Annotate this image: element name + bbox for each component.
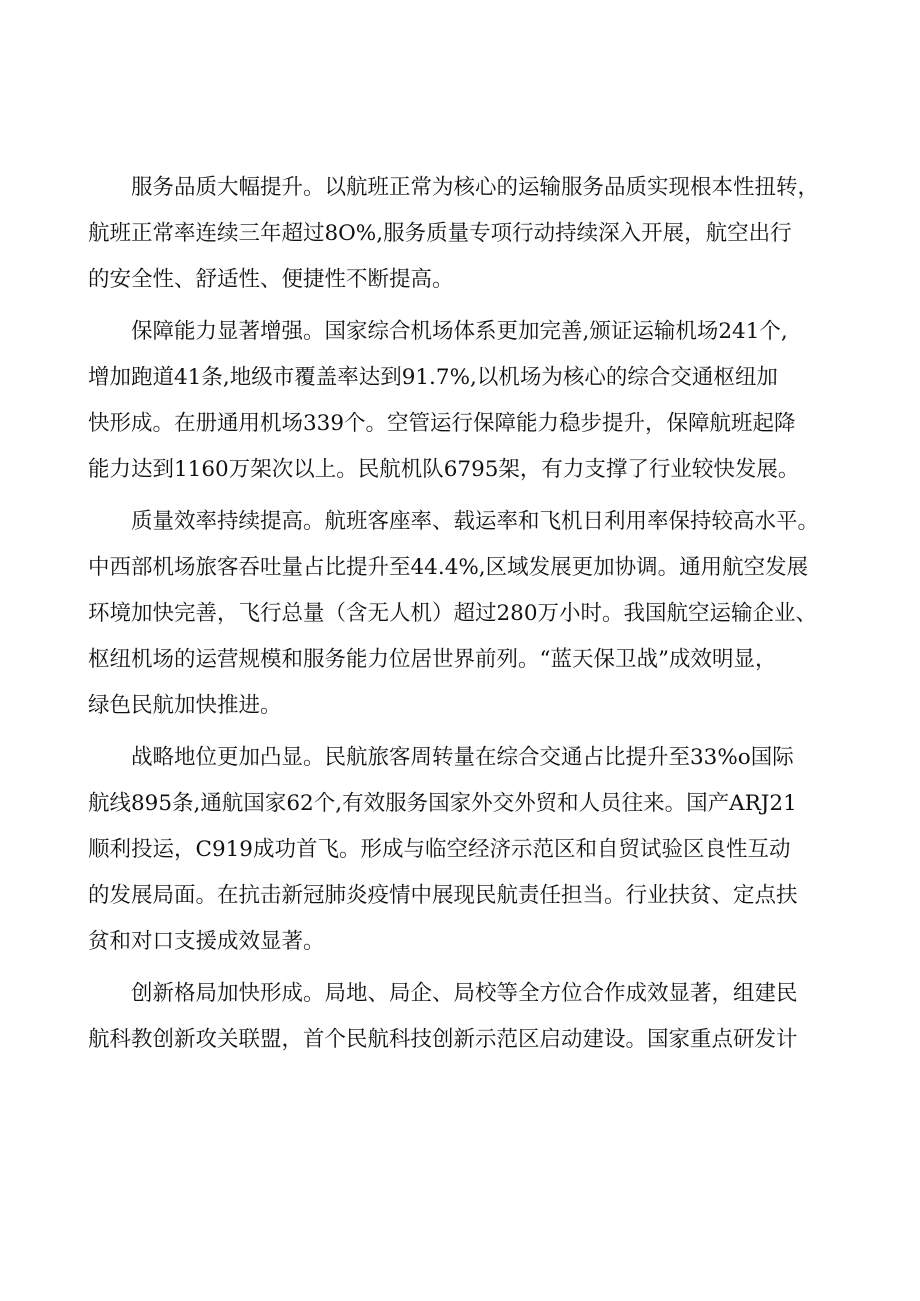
text-line: 航线895条,通航国家62个,有效服务国家外交外贸和人员往来。国产ARJ21 (88, 791, 797, 816)
text-line: 航班正常率连续三年超过8O%,服务质量专项行动持续深入开展，航空出行 (88, 221, 792, 246)
text-line: 环境加快完善，飞行总量（含无人机）超过280万小时。我国航空运输企业、 (88, 601, 818, 626)
text-line: 中西部机场旅客吞吐量占比提升至44.4%,区域发展更加协调。通用航空发展 (88, 555, 809, 580)
text-line: 能力达到1160万架次以上。民航机队6795架，有力支撑了行业较快发展。 (88, 457, 800, 482)
text-line: 的安全性、舒适性、便捷性不断提高。 (88, 267, 454, 292)
paragraph-strategic-status (88, 735, 868, 965)
text-line: 质量效率持续提高。航班客座率、载运率和飞机日利用率保持较高水平。 (131, 509, 820, 534)
paragraph-innovation (88, 971, 868, 1063)
paragraph-support-capacity (88, 309, 868, 493)
paragraph-service-quality (88, 165, 868, 303)
text-line: 枢纽机场的运营规模和服务能力位居世界前列。“蓝天保卫战”成效明显， (88, 647, 777, 672)
paragraph-quality-efficiency (88, 499, 868, 729)
text-line: 增加跑道41条,地级市覆盖率达到91.7%,以机场为核心的综合交通枢纽加 (88, 365, 778, 390)
text-line: 创新格局加快形成。局地、局企、局校等全方位合作成效显著，组建民 (131, 981, 798, 1006)
document-body (88, 165, 868, 1063)
text-line: 战略地位更加凸显。民航旅客周转量在综合交通占比提升至33%o国际 (131, 745, 794, 770)
text-line: 的发展局面。在抗击新冠肺炎疫情中展现民航责任担当。行业扶贫、定点扶 (88, 883, 798, 908)
text-line: 顺利投运，C919成功首飞。形成与临空经济示范区和自贸试验区良性互动 (88, 837, 791, 862)
text-line: 贫和对口支援成效显著。 (88, 929, 325, 954)
text-line: 快形成。在册通用机场339个。空管运行保障能力稳步提升，保障航班起降 (88, 411, 796, 436)
text-line: 保障能力显著增强。国家综合机场体系更加完善,颁证运输机场241个, (131, 319, 788, 344)
text-line: 航科教创新攻关联盟，首个民航科技创新示范区启动建设。国家重点研发计 (88, 1027, 798, 1052)
text-line: 服务品质大幅提升。以航班正常为核心的运输服务品质实现根本性扭转， (131, 175, 820, 200)
text-line: 绿色民航加快推进。 (88, 693, 282, 718)
